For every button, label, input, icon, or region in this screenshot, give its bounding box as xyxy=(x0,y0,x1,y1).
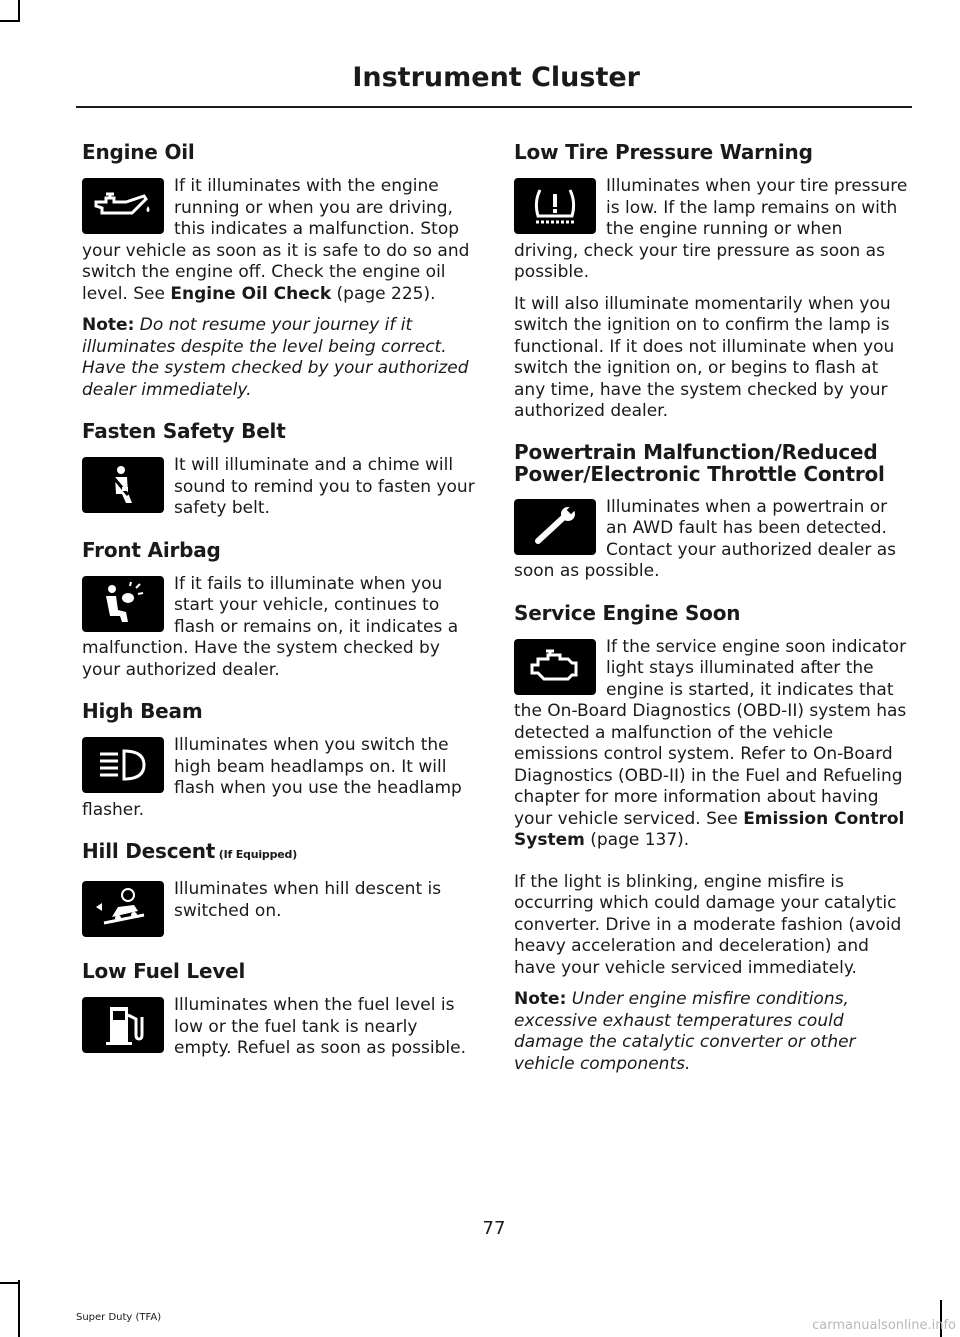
crop-mark xyxy=(0,1282,18,1284)
section-powertrain-malfunction xyxy=(514,441,910,583)
wrench-icon xyxy=(514,499,596,555)
section-text: It will also illuminate momentarily when you switch the ignition on to confirm the lamp is functional. If it does not illuminate when you switch the ignition on, or begins to flash at any time, have the system checked by your authorized dealer. xyxy=(514,293,895,421)
section-front-airbag xyxy=(82,538,478,682)
fuel-pump-icon xyxy=(82,997,164,1053)
section-engine-oil xyxy=(82,140,478,401)
section-fasten-safety-belt xyxy=(82,419,478,520)
section-heading: Hill Descent (If Equipped) xyxy=(82,839,298,863)
section-text: Illuminates when hill descent is switched on. xyxy=(174,879,442,921)
page-number: 77 xyxy=(482,1218,506,1239)
airbag-icon xyxy=(82,576,164,632)
header-rule xyxy=(76,106,912,108)
section-low-fuel-level xyxy=(82,959,478,1060)
cross-reference-link[interactable]: Engine Oil Check xyxy=(170,283,332,304)
section-text: If it illuminates with the engine running or when you are driving, this indicates a malfunction. Stop your vehicle as soon as it is safe to do so and switch the engine off. Check the engine oil level. See Engine Oil Check (page 225). xyxy=(82,176,470,304)
crop-mark xyxy=(18,0,20,22)
cross-reference-link[interactable]: Emission Control System xyxy=(514,808,905,850)
section-high-beam xyxy=(82,699,478,821)
section-text: Illuminates when you switch the high beam headlamps on. It will flash when you use the headlamp flasher. xyxy=(82,735,462,820)
left-column xyxy=(82,140,478,1078)
section-low-tire-pressure xyxy=(514,140,910,423)
hill-descent-icon xyxy=(82,881,164,937)
section-heading: Low Fuel Level xyxy=(82,959,246,983)
seatbelt-icon xyxy=(82,457,164,513)
tire-pressure-icon xyxy=(514,178,596,234)
section-heading: Engine Oil xyxy=(82,140,195,164)
check-engine-icon xyxy=(514,639,596,695)
high-beam-icon xyxy=(82,737,164,793)
crop-mark xyxy=(18,1280,20,1337)
section-text: It will illuminate and a chime will sound to remind you to fasten your safety belt. xyxy=(174,455,475,518)
section-text: If the light is blinking, engine misfire is occurring which could damage your catalytic converter. Drive in a moderate fashion (avoid heavy acceleration and deceleration) and have your vehicle serviced immediately. xyxy=(514,871,902,978)
section-service-engine-soon xyxy=(514,601,910,1076)
note: Note: Under engine misfire conditions, excessive exhaust temperatures could damage the catalytic converter or other vehicle components. xyxy=(514,989,856,1074)
section-heading: Front Airbag xyxy=(82,537,221,562)
section-text: Illuminates when your tire pressure is low. If the lamp remains on with the engine running or when driving, check your tire pressure as soon as possible. xyxy=(514,176,908,282)
oil-can-icon xyxy=(82,178,164,234)
page-header-title: Instrument Cluster xyxy=(352,62,640,93)
section-heading: Fasten Safety Belt xyxy=(82,419,286,443)
section-heading: Service Engine Soon xyxy=(514,600,741,625)
section-heading: Low Tire Pressure Warning xyxy=(514,140,813,164)
right-column xyxy=(514,140,910,1093)
section-hill-descent xyxy=(82,839,478,941)
section-heading: Powertrain Malfunction/Reduced Power/Electronic Throttle Control xyxy=(514,439,885,486)
watermark: carmanualsonline.info xyxy=(812,1318,956,1333)
section-text: Illuminates when the fuel level is low or the fuel tank is nearly empty. Refuel as soon as possible. xyxy=(174,995,466,1058)
crop-mark xyxy=(0,20,20,22)
section-text: If it fails to illuminate when you start your vehicle, continues to flash or remains on, it indicates a malfunction. Have the system checked by your authorized dealer. xyxy=(82,573,459,680)
section-text: If the service engine soon indicator light stays illuminated after the engine is started, it indicates that the On-Board Diagnostics (OBD-II) system has detected a malfunction of the vehicle emissions control system. Refer to On-Board Diagnostics (OBD-II) in the Fuel and Refueling chapter for more information about having your vehicle serviced. See Emission Control System (page 137). xyxy=(514,636,907,850)
footer-doc-title: Super Duty (TFA) xyxy=(76,1312,162,1323)
note: Note: Do not resume your journey if it illuminates despite the level being correct. Have the system checked by your authorized dealer immediately. xyxy=(82,315,469,400)
section-text: Illuminates when a powertrain or an AWD fault has been detected. Contact your authorized dealer as soon as possible. xyxy=(514,496,897,581)
section-heading: High Beam xyxy=(82,699,203,723)
